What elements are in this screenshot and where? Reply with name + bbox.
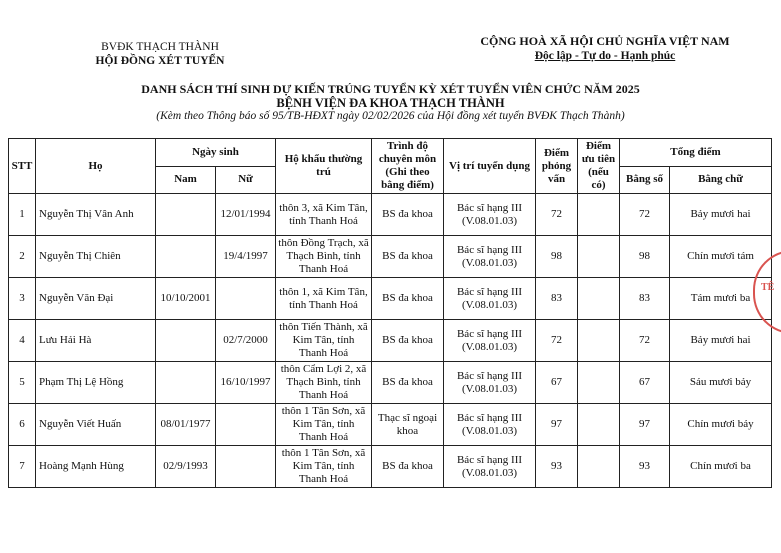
cell-nam bbox=[156, 236, 216, 278]
col-bang-chu: Bằng chữ bbox=[670, 166, 772, 194]
cell-nu bbox=[216, 446, 276, 488]
cell-trinh-do: BS đa khoa bbox=[372, 446, 444, 488]
org-header bbox=[70, 40, 250, 68]
cell-diem-pv: 72 bbox=[536, 320, 578, 362]
cell-diem-ut bbox=[578, 194, 620, 236]
cell-ho-khau: thôn Cẩm Lợi 2, xã Thạch Bình, tỉnh Thanh Hoá bbox=[276, 362, 372, 404]
cell-trinh-do: BS đa khoa bbox=[372, 278, 444, 320]
col-nam: Nam bbox=[156, 166, 216, 194]
cell-trinh-do: BS đa khoa bbox=[372, 320, 444, 362]
cell-diem-pv: 98 bbox=[536, 236, 578, 278]
cell-ho: Nguyễn Văn Đại bbox=[36, 278, 156, 320]
col-stt: STT bbox=[9, 139, 36, 194]
cell-trinh-do: BS đa khoa bbox=[372, 236, 444, 278]
cell-diem-pv: 83 bbox=[536, 278, 578, 320]
council-name: HỘI ĐỒNG XÉT TUYỂN bbox=[95, 55, 225, 67]
table-row bbox=[9, 278, 772, 320]
cell-vi-tri: Bác sĩ hạng III (V.08.01.03) bbox=[444, 320, 536, 362]
cell-stt: 6 bbox=[9, 404, 36, 446]
cell-ho-khau: thôn 1 Tân Sơn, xã Kim Tân, tỉnh Thanh Hoá bbox=[276, 404, 372, 446]
cell-bang-chu: Chín mươi bảy bbox=[670, 404, 772, 446]
cell-bang-so: 72 bbox=[620, 194, 670, 236]
cell-bang-so: 67 bbox=[620, 362, 670, 404]
cell-bang-so: 72 bbox=[620, 320, 670, 362]
cell-bang-chu: Sáu mươi bảy bbox=[670, 362, 772, 404]
cell-vi-tri: Bác sĩ hạng III (V.08.01.03) bbox=[444, 446, 536, 488]
col-diem-pv: Điểm phỏng vấn bbox=[536, 139, 578, 194]
cell-diem-ut bbox=[578, 446, 620, 488]
cell-bang-chu: Chín mươi tám bbox=[670, 236, 772, 278]
cell-ho-khau: thôn Tiến Thành, xã Kim Tân, tỉnh Thanh Hoá bbox=[276, 320, 372, 362]
table-row bbox=[9, 404, 772, 446]
cell-ho-khau: thôn 1 Tân Sơn, xã Kim Tân, tỉnh Thanh Hoá bbox=[276, 446, 372, 488]
cell-diem-ut bbox=[578, 362, 620, 404]
cell-ho-khau: thôn Đồng Trạch, xã Thạch Bình, tỉnh Thanh Hoá bbox=[276, 236, 372, 278]
cell-nu: 19/4/1997 bbox=[216, 236, 276, 278]
cell-bang-so: 93 bbox=[620, 446, 670, 488]
candidate-table bbox=[8, 138, 775, 488]
cell-vi-tri: Bác sĩ hạng III (V.08.01.03) bbox=[444, 404, 536, 446]
cell-ho: Lưu Hải Hà bbox=[36, 320, 156, 362]
col-bang-so: Bằng số bbox=[620, 166, 670, 194]
cell-nam: 08/01/1977 bbox=[156, 404, 216, 446]
cell-nu: 16/10/1997 bbox=[216, 362, 276, 404]
cell-diem-ut bbox=[578, 236, 620, 278]
cell-nam bbox=[156, 362, 216, 404]
table-row bbox=[9, 362, 772, 404]
doc-title: DANH SÁCH THÍ SINH DỰ KIẾN TRÚNG TUYỂN KỲ XÉT TUYỂN VIÊN CHỨC NĂM 2025 bbox=[141, 82, 640, 96]
col-trinh-do: Trình độ chuyên môn (Ghi theo bằng điểm) bbox=[372, 139, 444, 194]
cell-diem-ut bbox=[578, 320, 620, 362]
cell-ho: Nguyễn Viết Huấn bbox=[36, 404, 156, 446]
cell-stt: 4 bbox=[9, 320, 36, 362]
cell-bang-so: 98 bbox=[620, 236, 670, 278]
cell-nam: 02/9/1993 bbox=[156, 446, 216, 488]
cell-nu: 12/01/1994 bbox=[216, 194, 276, 236]
stamp-text: TÊ bbox=[761, 282, 775, 293]
cell-diem-pv: 67 bbox=[536, 362, 578, 404]
table-row bbox=[9, 194, 772, 236]
cell-bang-chu: Bảy mươi hai bbox=[670, 320, 772, 362]
col-diem-ut: Điểm ưu tiên (nếu có) bbox=[578, 139, 620, 194]
cell-stt: 7 bbox=[9, 446, 36, 488]
cell-vi-tri: Bác sĩ hạng III (V.08.01.03) bbox=[444, 236, 536, 278]
country-name: CỘNG HOÀ XÃ HỘI CHỦ NGHĨA VIỆT NAM bbox=[480, 34, 730, 48]
cell-bang-so: 83 bbox=[620, 278, 670, 320]
cell-ho-khau: thôn 3, xã Kim Tân, tỉnh Thanh Hoá bbox=[276, 194, 372, 236]
cell-diem-pv: 72 bbox=[536, 194, 578, 236]
cell-stt: 5 bbox=[9, 362, 36, 404]
cell-trinh-do: Thạc sĩ ngoại khoa bbox=[372, 404, 444, 446]
motto: Độc lập - Tự do - Hạnh phúc bbox=[534, 50, 676, 62]
hospital-title: BỆNH VIỆN ĐA KHOA THẠCH THÀNH bbox=[276, 96, 505, 110]
cell-stt: 3 bbox=[9, 278, 36, 320]
col-ho: Họ bbox=[36, 139, 156, 194]
cell-nu bbox=[216, 404, 276, 446]
cell-vi-tri: Bác sĩ hạng III (V.08.01.03) bbox=[444, 278, 536, 320]
cell-ho: Nguyễn Thị Vân Anh bbox=[36, 194, 156, 236]
table-row bbox=[9, 320, 772, 362]
cell-nam bbox=[156, 320, 216, 362]
cell-diem-pv: 97 bbox=[536, 404, 578, 446]
cell-nu: 02/7/2000 bbox=[216, 320, 276, 362]
cell-trinh-do: BS đa khoa bbox=[372, 194, 444, 236]
cell-bang-so: 97 bbox=[620, 404, 670, 446]
table-row bbox=[9, 446, 772, 488]
cell-stt: 1 bbox=[9, 194, 36, 236]
col-vi-tri: Vị trí tuyển dụng bbox=[444, 139, 536, 194]
cell-diem-ut bbox=[578, 278, 620, 320]
col-tong-diem: Tổng điểm bbox=[620, 139, 772, 167]
cell-diem-pv: 93 bbox=[536, 446, 578, 488]
cell-vi-tri: Bác sĩ hạng III (V.08.01.03) bbox=[444, 194, 536, 236]
cell-bang-chu: Chín mươi ba bbox=[670, 446, 772, 488]
cell-bang-chu: Bảy mươi hai bbox=[670, 194, 772, 236]
cell-ho: Hoàng Mạnh Hùng bbox=[36, 446, 156, 488]
org-name: BVĐK THẠCH THÀNH bbox=[101, 41, 219, 53]
cell-nu bbox=[216, 278, 276, 320]
col-ho-khau: Hộ khẩu thường trú bbox=[276, 139, 372, 194]
col-ngay-sinh: Ngày sinh bbox=[156, 139, 276, 167]
cell-nam bbox=[156, 194, 216, 236]
cell-trinh-do: BS đa khoa bbox=[372, 362, 444, 404]
cell-nam: 10/10/2001 bbox=[156, 278, 216, 320]
cell-ho: Phạm Thị Lệ Hồng bbox=[36, 362, 156, 404]
col-nu: Nữ bbox=[216, 166, 276, 194]
cell-diem-ut bbox=[578, 404, 620, 446]
cell-ho-khau: thôn 1, xã Kim Tân, tỉnh Thanh Hoá bbox=[276, 278, 372, 320]
doc-subtitle: (Kèm theo Thông báo số 95/TB-HĐXT ngày 02/02/2026 của Hội đồng xét tuyển BVĐK Thạch Thành) bbox=[156, 110, 625, 122]
table-row bbox=[9, 236, 772, 278]
national-header bbox=[455, 34, 755, 64]
cell-ho: Nguyễn Thị Chiên bbox=[36, 236, 156, 278]
cell-stt: 2 bbox=[9, 236, 36, 278]
cell-bang-chu: Tám mươi ba bbox=[670, 278, 772, 320]
cell-vi-tri: Bác sĩ hạng III (V.08.01.03) bbox=[444, 362, 536, 404]
